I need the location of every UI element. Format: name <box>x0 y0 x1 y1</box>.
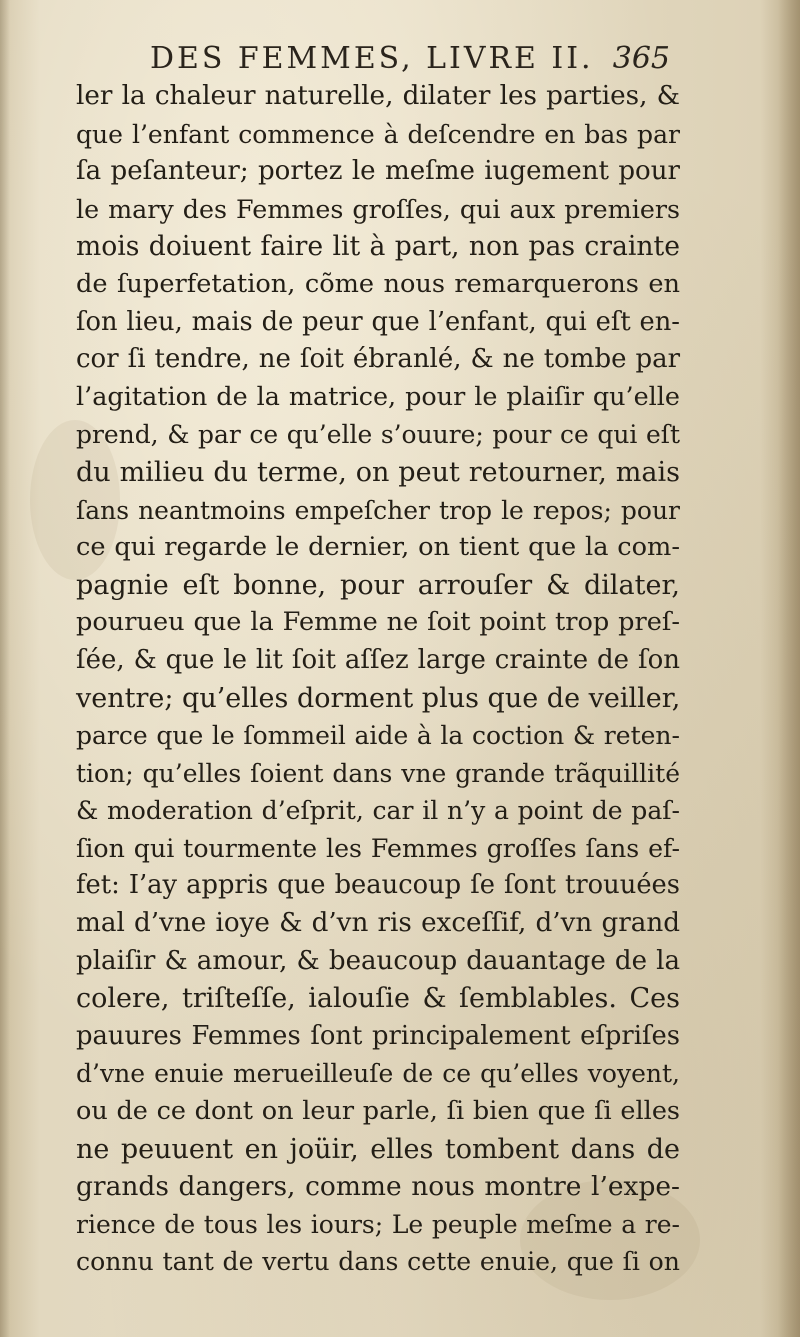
gutter-shadow <box>0 0 10 1337</box>
text-line: & moderation d’eſprit, car il n’y a point de paſ- <box>76 796 680 826</box>
text-line: le mary des Femmes groſſes, qui aux premiers <box>76 193 680 224</box>
text-line: l’agitation de la matrice, pour le plaiſir qu’elle <box>76 381 680 412</box>
text-line: colere, triſteſſe, ialouſie & ſemblables. Ces <box>76 983 680 1015</box>
text-line: de ſuperfetation, cõme nous remarquerons en <box>76 268 680 299</box>
text-line: ler la chaleur naturelle, dilater les parties, & <box>76 81 680 111</box>
text-line: pagnie eſt bonne, pour arrouſer & dilater, <box>76 569 680 601</box>
text-line: ce qui regarde le dernier, on tient que la com- <box>76 532 680 563</box>
page-number: 365 <box>612 41 670 76</box>
text-line: connu tant de vertu dans cette enuie, que ſi on <box>76 1247 680 1277</box>
text-line: pourueu que la Femme ne ſoit point trop preſ- <box>76 607 680 638</box>
running-head: DES FEMMES, LIVRE II. <box>150 41 594 76</box>
text-line: mal d’vne ioye & d’vn ris exceſſif, d’vn grand <box>76 908 680 939</box>
text-line: pauures Femmes ſont principalement eſpriſes <box>76 1020 680 1051</box>
text-line: ſée, & que le lit ſoit aſſez large crainte de ſon <box>76 644 680 675</box>
page-header <box>150 36 670 82</box>
text-line: ventre; qu’elles dorment plus que de veiller, <box>76 682 681 714</box>
text-line: ſa peſanteur; portez le meſme iugement pour <box>76 156 680 187</box>
text-line: ſion qui tourmente les Femmes groſſes ſans ef- <box>76 833 680 863</box>
text-line: tion; qu’elles ſoient dans vne grande trãquillité <box>76 758 680 788</box>
page-edge-shadow <box>778 0 800 1337</box>
body-text <box>76 78 680 1281</box>
text-line: ne peuuent en joüir, elles tombent dans de <box>76 1133 680 1165</box>
text-line: grands dangers, comme nous montre l’expe- <box>76 1171 680 1203</box>
text-line: cor ſi tendre, ne ſoit ébranlé, & ne tombe par <box>76 344 680 375</box>
text-line: mois doiuent faire lit à part, non pas crainte <box>76 231 680 263</box>
text-line: prend, & par ce qu’elle s’ouure; pour ce qui eſt <box>76 420 680 450</box>
text-line: du milieu du terme, on peut retourner, mais <box>76 456 680 488</box>
text-line: que l’enfant commence à deſcendre en bas par <box>76 119 680 149</box>
text-line: plaiſir & amour, & beaucoup dauantage de la <box>76 945 680 976</box>
text-line: d’vne enuie merueilleuſe de ce qu’elles voyent, <box>76 1059 680 1089</box>
text-line: parce que le ſommeil aide à la coction & reten- <box>76 721 680 751</box>
text-line: ou de ce dont on leur parle, ſi bien que ſi elles <box>76 1096 680 1127</box>
text-line: ſans neantmoins empeſcher trop le repos; pour <box>76 495 680 525</box>
text-line: ſon lieu, mais de peur que l’enfant, qui eſt en- <box>76 306 680 337</box>
text-line: rience de tous les iours; Le peuple meſme a re- <box>76 1209 680 1239</box>
text-line: fet: I’ay appris que beaucoup ſe ſont trouuées <box>76 870 680 901</box>
